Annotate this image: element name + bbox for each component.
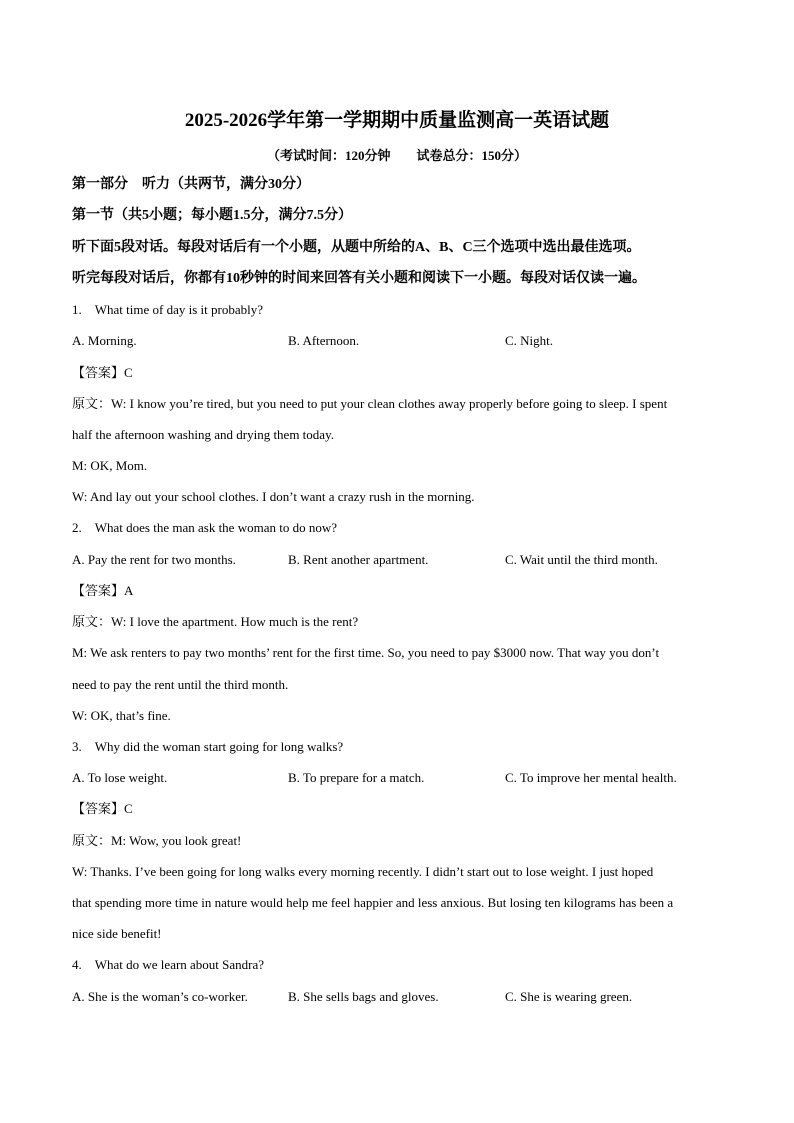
exam-info: （考试时间：120分钟 试卷总分：150分）: [266, 148, 527, 163]
option-c: C. She is wearing green.: [505, 989, 633, 1004]
answer-label: 【答案】C: [72, 801, 133, 816]
instruction-line-1: 听下面5段对话。每段对话后有一个小题，从题中所给的A、B、C三个选项中选出最佳选项。: [72, 240, 641, 255]
section-heading: 第一节（共5小题；每小题1.5分，满分7.5分）: [72, 208, 352, 223]
script-line: need to pay the rent until the third month.: [72, 677, 289, 692]
option-b: B. Afternoon.: [288, 333, 360, 348]
script-line: M: We ask renters to pay two months’ rent for the first time. So, you need to pay $3000 now. That way you don’t: [72, 645, 660, 660]
page-title: 2025-2026学年第一学期期中质量监测高一英语试题: [184, 110, 610, 131]
script-line: half the afternoon washing and drying them today.: [72, 427, 334, 442]
option-b: B. To prepare for a match.: [288, 770, 425, 785]
instruction-line-2: 听完每段对话后，你都有10秒钟的时间来回答有关小题和阅读下一小题。每段对话仅读一遍。: [72, 271, 646, 286]
option-b: B. Rent another apartment.: [288, 552, 429, 567]
script-line: nice side benefit!: [72, 926, 162, 941]
option-a: A. To lose weight.: [72, 770, 168, 785]
script-line: W: OK, that’s fine.: [72, 708, 171, 723]
script-line: W: And lay out your school clothes. I don’t want a crazy rush in the morning.: [72, 489, 475, 504]
script-line: 原文：W: I know you’re tired, but you need to put your clean clothes away properly before going to sleep. I spent: [72, 396, 668, 411]
option-a: A. She is the woman’s co-worker.: [72, 989, 248, 1004]
part-heading: 第一部分 听力（共两节，满分30分）: [72, 177, 310, 192]
option-c: C. Wait until the third month.: [505, 552, 658, 567]
option-a: A. Pay the rent for two months.: [72, 552, 236, 567]
script-line: M: OK, Mom.: [72, 458, 148, 473]
script-line: that spending more time in nature would help me feel happier and less anxious. But losing ten kilograms has been a: [72, 895, 674, 910]
question-stem: 3. Why did the woman start going for long walks?: [72, 739, 344, 754]
question-stem: 1. What time of day is it probably?: [72, 302, 263, 317]
option-b: B. She sells bags and gloves.: [288, 989, 439, 1004]
question-stem: 2. What does the man ask the woman to do now?: [72, 520, 337, 535]
script-line: 原文：W: I love the apartment. How much is the rent?: [72, 614, 359, 629]
answer-label: 【答案】A: [72, 583, 134, 598]
option-c: C. Night.: [505, 333, 554, 348]
question-stem: 4. What do we learn about Sandra?: [72, 957, 265, 972]
script-line: W: Thanks. I’ve been going for long walks every morning recently. I didn’t start out to lose weight. I just hoped: [72, 864, 654, 879]
script-line: 原文：M: Wow, you look great!: [72, 833, 242, 848]
option-a: A. Morning.: [72, 333, 137, 348]
answer-label: 【答案】C: [72, 365, 133, 380]
option-c: C. To improve her mental health.: [505, 770, 677, 785]
